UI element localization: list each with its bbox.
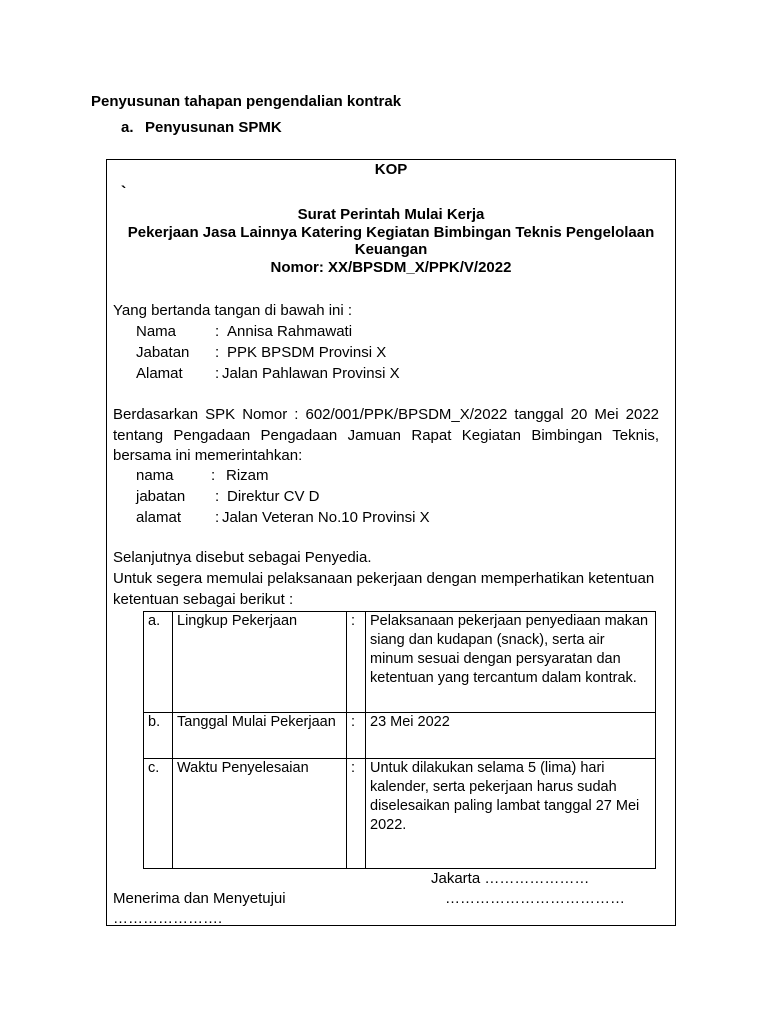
terms-table xyxy=(143,611,656,869)
signer-label: Alamat xyxy=(136,365,183,382)
provider-colon: : xyxy=(215,509,220,526)
row-number: a. xyxy=(144,612,173,713)
provider-label: alamat xyxy=(136,509,182,526)
title-line-4: Nomor: XX/BPSDM_X/PPK/V/2022 xyxy=(270,258,512,276)
title-line-3: Keuangan xyxy=(354,241,428,258)
signer-label: Nama xyxy=(136,323,177,340)
row-item: Waktu Penyelesaian xyxy=(173,759,347,869)
provider-note: Selanjutnya disebut sebagai Penyedia. xyxy=(113,549,372,566)
subsection-heading xyxy=(121,119,282,136)
instruction-text: Untuk segera memulai pelaksanaan pekerjaan dengan memperhatikan ketentuan ketentuan sebagai berikut : xyxy=(113,570,655,608)
provider-colon: : xyxy=(211,467,216,484)
letter-title xyxy=(107,206,675,276)
signer-value: PPK BPSDM Provinsi X xyxy=(227,344,387,361)
spmk-letter-box xyxy=(106,159,676,926)
intro-text: Yang bertanda tangan di bawah ini : xyxy=(113,302,353,319)
table-row xyxy=(144,612,656,713)
signer-colon: : xyxy=(215,344,220,361)
row-colon: : xyxy=(347,713,366,759)
signer-row xyxy=(136,322,353,343)
acceptance-label: Menerima dan Menyetujui xyxy=(113,890,286,907)
signer-colon: : xyxy=(215,323,220,340)
provider-row xyxy=(136,508,430,529)
basis-paragraph: Berdasarkan SPK Nomor : 602/001/PPK/BPSDM_X/2022 tanggal 20 Mei 2022 tentang Pengadaan Pengadaan Jamuan Rapat Kegiatan Bimbingan Teknis, bersama ini memerintahkan: xyxy=(113,406,659,464)
provider-label: jabatan xyxy=(136,488,186,505)
provider-label: nama xyxy=(136,467,174,484)
table-row xyxy=(144,759,656,869)
signer-value: Annisa Rahmawati xyxy=(227,323,353,340)
acceptance-dots: …………………. xyxy=(113,910,223,927)
row-description: 23 Mei 2022 xyxy=(366,713,656,759)
signer-row xyxy=(136,343,387,364)
provider-row xyxy=(136,487,320,508)
provider-colon: : xyxy=(215,488,220,505)
signature-city-date: Jakarta ………………… xyxy=(431,870,590,887)
row-item: Lingkup Pekerjaan xyxy=(173,612,347,713)
signer-label: Jabatan xyxy=(136,344,190,361)
row-colon: : xyxy=(347,612,366,713)
title-line-2: Pekerjaan Jasa Lainnya Katering Kegiatan Bimbingan Teknis Pengelolaan xyxy=(127,223,655,241)
signer-row xyxy=(136,364,400,385)
subsection-label: Penyusunan SPMK xyxy=(145,119,282,136)
title-line-1: Surat Perintah Mulai Kerja xyxy=(297,206,485,223)
signer-colon: : xyxy=(215,365,220,382)
row-item: Tanggal Mulai Pekerjaan xyxy=(173,713,347,759)
provider-value: Jalan Veteran No.10 Provinsi X xyxy=(222,509,430,526)
row-colon: : xyxy=(347,759,366,869)
subsection-number: a. xyxy=(121,119,134,136)
signer-value: Jalan Pahlawan Provinsi X xyxy=(222,365,400,382)
tick-mark: ` xyxy=(121,184,127,201)
kop-label: KOP xyxy=(374,161,408,178)
provider-row xyxy=(136,466,269,487)
table-row xyxy=(144,713,656,759)
section-heading: Penyusunan tahapan pengendalian kontrak xyxy=(91,93,402,110)
provider-value: Direktur CV D xyxy=(227,488,320,505)
row-number: c. xyxy=(144,759,173,869)
row-description: Pelaksanaan pekerjaan penyediaan makan siang dan kudapan (snack), serta air minum sesuai dengan persyaratan dan ketentuan yang tercantum dalam kontrak. xyxy=(366,612,656,713)
provider-value: Rizam xyxy=(226,467,269,484)
row-description: Untuk dilakukan selama 5 (lima) hari kalender, serta pekerjaan harus sudah diselesaikan paling lambat tanggal 27 Mei 2022. xyxy=(366,759,656,869)
signature-dots: ……………………………… xyxy=(445,890,625,907)
row-number: b. xyxy=(144,713,173,759)
